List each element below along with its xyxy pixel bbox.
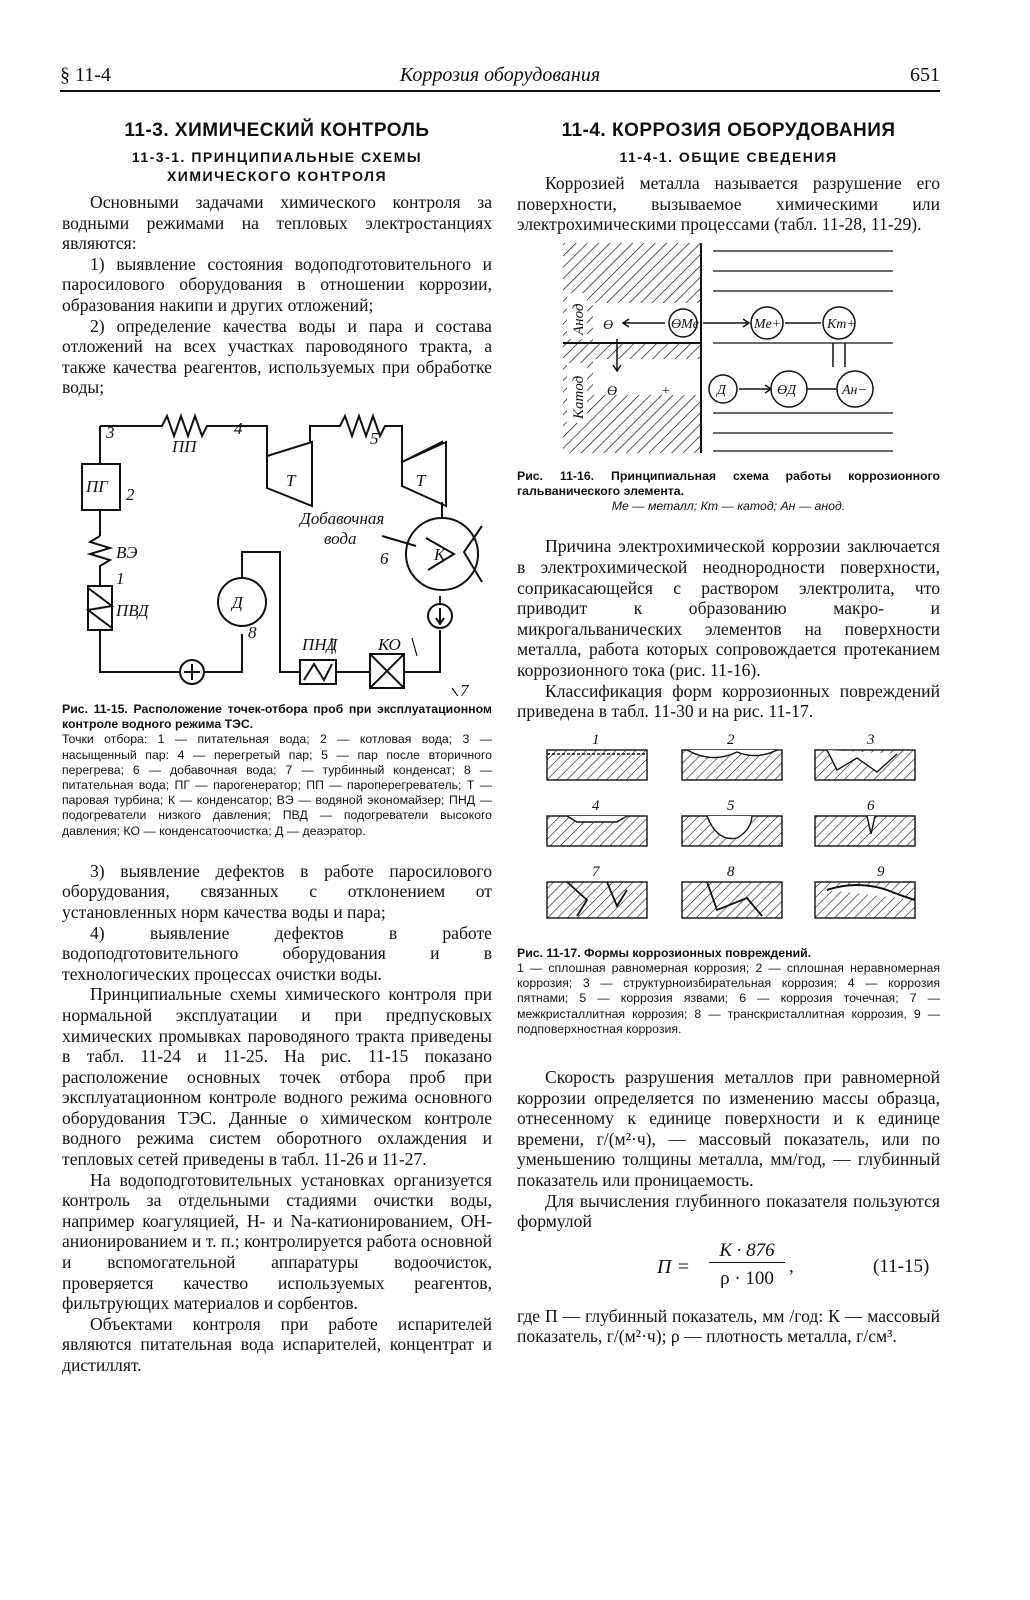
- figure-11-17-caption: [517, 946, 940, 1037]
- tes-sampling-diagram: [62, 406, 492, 696]
- caption-body: Ме — металл; Кт — катод; Ан — анод.: [611, 499, 846, 514]
- label-4: 4: [234, 418, 243, 438]
- paragraph: Скорость разрушения металлов при равномерной коррозии определяется по изменению массы образца, отнесенному к единице поверхности и к единице времени, г/(м²·ч), — массовый показатель, или по уменьшению толщины металла, мм/год, — глубинный показатель или проницаемость.: [517, 1066, 940, 1190]
- section-number: § 11-4: [60, 64, 111, 86]
- figure-11-16: [553, 243, 940, 463]
- label-eme: ӨМе: [671, 316, 699, 332]
- paragraph: 3) выявление дефектов в работе паросилового оборудования, связанных с отклонением от установленных норм качества воды и пара;: [62, 860, 492, 922]
- galvanic-cell-diagram: [553, 243, 903, 463]
- paragraph: Основными задачами химического контроля за водными режимами на тепловых электростанциях являются:: [62, 192, 492, 254]
- formula-denominator: ρ · 100: [720, 1267, 774, 1289]
- figure-11-17: [537, 730, 940, 940]
- equation-number: (11-15): [873, 1255, 930, 1277]
- paragraph: 1) выявление состояния водоподготовительного и паросилового оборудования в отношении коррозии, образования накипи и других отложений;: [62, 253, 492, 315]
- paragraph: Классификация форм коррозионных повреждений приведена в табл. 11-30 и на рис. 11-17.: [517, 680, 940, 722]
- label-dob-1: Добавочная: [300, 508, 385, 528]
- caption-body: Точки отбора: 1 — питательная вода; 2 — котловая вода; 3 — насыщенный пар: 4 — перегретый пар; 5 — пар после вторичного перегрева; 6 — добавочная вода; 7 — турбинный конденсат; 8 — питательная вода; ПГ — парогенератор; ПП — пароперегреватель; Т — паровая турбина; К — конденсатор; ВЭ — водяной экономайзер; ПНД — подогреватели низкого давления; ПВД — подогреватели высокого давления; КО — конденсатоочистка; Д — деаэратор.: [62, 732, 492, 838]
- section-heading-11-4: 11-4. КОРРОЗИЯ ОБОРУДОВАНИЯ: [561, 120, 896, 141]
- subsection-heading-11-4-1: 11-4-1. ОБЩИЕ СВЕДЕНИЯ: [619, 149, 838, 165]
- label-pnd: ПНД: [302, 634, 338, 654]
- form-number-3: 3: [867, 731, 875, 748]
- label-turbine-1: Т: [286, 470, 296, 490]
- label-cathode: Катод: [571, 375, 587, 419]
- label-k: К: [434, 544, 446, 564]
- left-column: [62, 118, 492, 1376]
- paragraph: На водоподготовительных установках организуется контроль за отдельными стадиями очистки воды, например коагуляцией, Н- и Na-катионированием, ОН-анионированием и т. п.; контролируется работа основной и вспомогательной аппаратуры водоочисток, проверяется качество используемых реагентов, фильтрующих материалов и сорбентов.: [62, 1169, 492, 1314]
- label-ko: КО: [378, 634, 401, 654]
- form-number-1: 1: [592, 731, 600, 748]
- form-number-4: 4: [592, 797, 600, 814]
- subsection-heading-line1: 11-3-1. ПРИНЦИПИАЛЬНЫЕ СХЕМЫ: [131, 149, 423, 165]
- paragraph: 2) определение качества воды и пара и состава отложений на всех участках пароводяного тракта, а также качества реагентов, используемых при обработке воды;: [62, 315, 492, 398]
- label-an-minus: Ан−: [842, 382, 867, 398]
- label-5: 5: [370, 428, 379, 448]
- subsection-heading-11-3-1: [62, 148, 492, 186]
- formula-11-15: [517, 1236, 940, 1302]
- page-number: 651: [910, 64, 940, 86]
- formula-comma: ,: [789, 1255, 794, 1277]
- paragraph: 4) выявление дефектов в работе водоподготовительного оборудования и в технологических процессах очистки воды.: [62, 922, 492, 984]
- corrosion-forms-diagram: [537, 730, 937, 940]
- label-6: 6: [380, 548, 389, 568]
- paragraph: Коррозией металла называется разрушение его поверхности, вызываемое химическими или электрохимическими процессами (табл. 11-28, 11-29).: [517, 173, 940, 235]
- label-pg: ПГ: [86, 476, 108, 496]
- figure-11-15-caption: [62, 702, 492, 839]
- subsection-heading-line2: ХИМИЧЕСКОГО КОНТРОЛЯ: [166, 168, 388, 184]
- label-electron-2: Ө: [607, 383, 618, 399]
- label-turbine-2: Т: [416, 470, 426, 490]
- form-number-5: 5: [727, 797, 735, 814]
- right-column: [517, 118, 940, 1347]
- paragraph: Причина электрохимической коррозии заключается в электрохимической неоднородности поверхности, соприкасающейся с раствором электролита, что приводит к образованию макро- и микрогальванических элементов на поверхности металла, работа которых сопровождается протеканием коррозионного тока (рис. 11-16).: [517, 536, 940, 680]
- caption-title: Расположение точек-отбора проб при эксплуатационном контроле водного режима ТЭС.: [62, 701, 493, 732]
- figure-11-16-caption: [517, 469, 940, 515]
- figure-11-15: [62, 406, 492, 696]
- paragraph: Объектами контроля при работе испарителей являются питательная вода испарителей, концентрат и дистиллят.: [62, 1313, 492, 1376]
- label-ve: ВЭ: [116, 542, 138, 562]
- label-plus: +: [661, 383, 671, 399]
- caption-body: 1 — сплошная равномерная коррозия; 2 — сплошная неравномерная коррозия; 3 — структурноизбирательная коррозия; 4 — коррозия пятнами; 5 — коррозия язвами; 6 — коррозия точечная; 7 — межкристаллитная коррозия; 8 — транскристаллитная коррозия, 9 — подповерхностная коррозия.: [517, 960, 940, 1036]
- label-3: 3: [106, 422, 115, 442]
- formula-numerator: К · 876: [709, 1240, 785, 1263]
- form-number-7: 7: [592, 863, 600, 880]
- label-ed: ӨД: [777, 382, 797, 398]
- label-d: Д: [232, 592, 243, 612]
- form-number-8: 8: [727, 863, 735, 880]
- formula-lhs: П =: [657, 1255, 690, 1278]
- caption-label: Рис. 11-15.: [62, 701, 128, 716]
- label-d: Д: [717, 382, 726, 398]
- paragraph: Для вычисления глубинного показателя пользуются формулой: [517, 1190, 940, 1232]
- label-2: 2: [126, 484, 135, 504]
- caption-title: Принципиальная схема работы коррозионного гальванического элемента.: [517, 468, 941, 498]
- paragraph: Принципиальные схемы химического контроля при нормальной эксплуатации и при предпусковых химических промывках пароводяного тракта приведены в табл. 11-24 и 11-25. На рис. 11-15 показано расположение основных точек отбора проб при эксплуатационном контроле водного режима основного оборудования ТЭС. Данные о химическом контроле водного режима систем оборотного охлаждения и тепловых сетей приведены в табл. 11-26 и 11-27.: [62, 984, 492, 1170]
- form-number-6: 6: [867, 797, 875, 814]
- label-anode: Анод: [571, 303, 587, 335]
- label-electron: Ө: [603, 317, 614, 333]
- label-pp: ПП: [172, 436, 197, 456]
- label-kt-plus: Кт+: [827, 316, 856, 332]
- section-heading-11-3: 11-3. ХИМИЧЕСКИЙ КОНТРОЛЬ: [124, 120, 430, 141]
- caption-title: Формы коррозионных повреждений.: [584, 945, 812, 960]
- label-8: 8: [248, 622, 257, 642]
- label-7: 7: [460, 680, 469, 696]
- paragraph: где П — глубинный показатель, мм /год: К — массовый показатель, г/(м²·ч); ρ — плотность металла, г/см³.: [517, 1305, 940, 1347]
- caption-label: Рис. 11-16.: [517, 468, 595, 483]
- form-number-2: 2: [727, 731, 735, 748]
- page-header: [60, 58, 940, 92]
- label-dob-2: вода: [324, 528, 357, 548]
- form-number-9: 9: [877, 863, 885, 880]
- label-1: 1: [116, 568, 125, 588]
- label-pvd: ПВД: [116, 600, 149, 620]
- running-title: Коррозия оборудования: [399, 64, 601, 86]
- label-me-plus: Ме+: [754, 316, 782, 332]
- caption-label: Рис. 11-17.: [517, 945, 581, 960]
